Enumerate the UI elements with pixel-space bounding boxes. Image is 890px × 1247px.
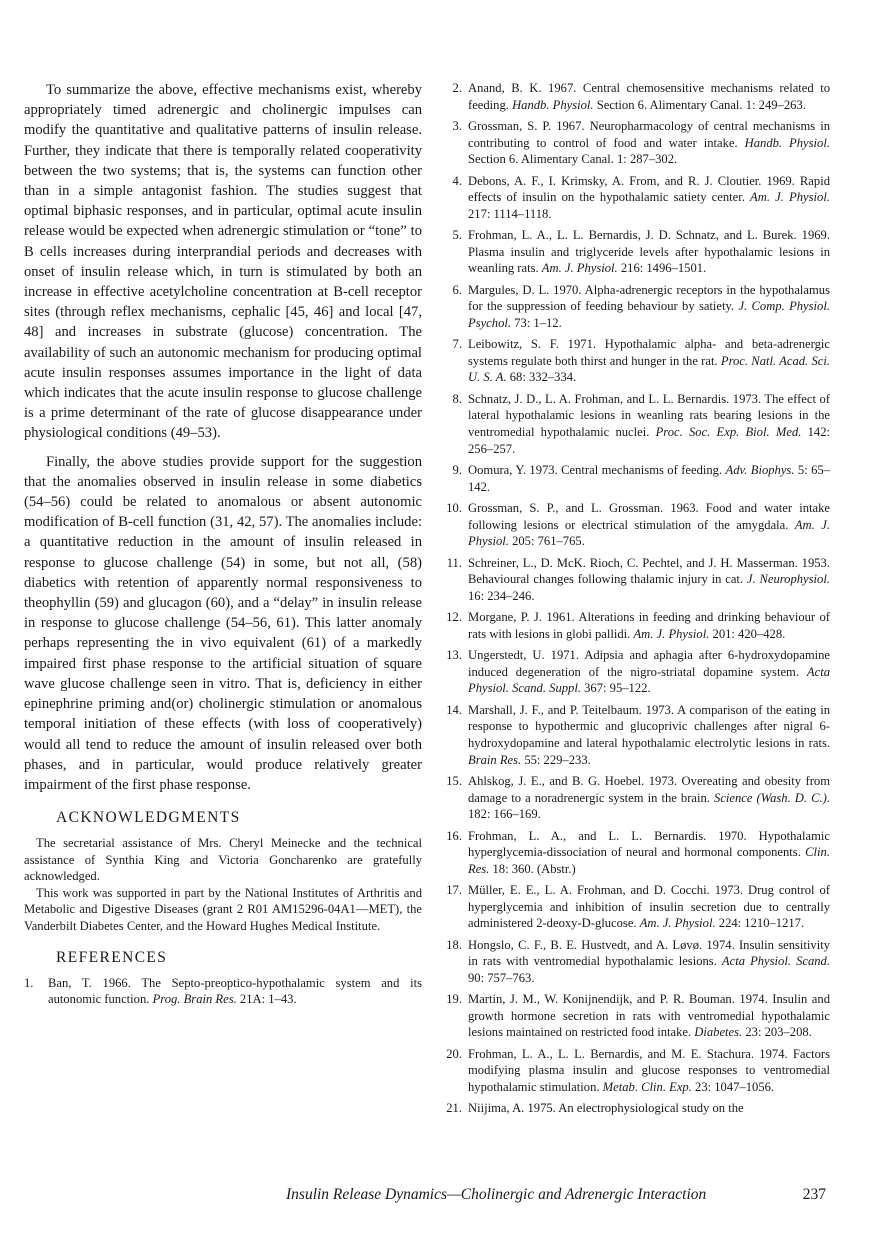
reference-citation: Niijima, A. 1975. An electrophysiological study on the [468, 1101, 744, 1116]
acknowledgments-heading: ACKNOWLEDGMENTS [56, 809, 241, 827]
reference-citation: Ban, T. 1966. The Septo-preoptico-hypothalamic system and its autonomic function. Prog. Brain Res. 21A: 1–43. [48, 975, 422, 1007]
reference-citation: Hongslo, C. F., B. E. Hustvedt, and A. Løvø. 1974. Insulin sensitivity in rats with ventromedial hypothalamic lesions. Acta Physiol. Scand. 90: 757–763. [468, 937, 830, 985]
reference-item [440, 118, 830, 168]
reference-item [440, 173, 830, 223]
reference-citation: Leibowitz, S. F. 1971. Hypothalamic alpha- and beta-adrenergic systems regulate both thirst and hunger in the rat. Proc. Natl. Acad. Sci. U. S. A. 68: 332–334. [468, 337, 831, 385]
reference-number: 10. [446, 501, 462, 516]
reference-citation: Grossman, S. P. 1967. Neuropharmacology of central mechanisms in contributing to control of food and water intake. Handb. Physiol. Section 6. Alimentary Canal. 1: 287–302. [468, 118, 830, 167]
reference-item [440, 1100, 830, 1117]
reference-number: 19. [446, 992, 462, 1007]
reference-number: 2. [452, 81, 462, 95]
reference-citation: Morgane, P. J. 1961. Alterations in feeding and drinking behaviour of rats with lesions in globi pallidi. Am. J. Physiol. 201: 420–428. [468, 610, 830, 641]
running-title: Insulin Release Dynamics—Cholinergic and Adrenergic Interaction [286, 1186, 707, 1203]
reference-citation: Ahlskog, J. E., and B. G. Hoebel. 1973. Overeating and obesity from damage to a noradrenergic system in the brain. Science (Wash. D. C.). 182: 166–169. [468, 773, 830, 822]
reference-item [24, 975, 422, 1008]
reference-citation: Müller, E. E., L. A. Frohman, and D. Cocchi. 1973. Drug control of hyperglycemia and inhibition of insulin secretion due to centrally administered 2-deoxy-D-glucose. Am. J. Physiol. 224: 1210–1217. [468, 883, 830, 931]
reference-item [440, 991, 830, 1041]
reference-number: 8. [452, 391, 462, 406]
reference-citation: Marshall, J. F., and P. Teitelbaum. 1973. A comparison of the eating in response to hypothermic and glucoprivic challenges after nigral 6-hydroxydopamine and lateral hypothalamic electrolytic lesions in rats. Brain Res. 55: 229–233. [468, 702, 830, 767]
reference-citation: Schreiner, L., D. McK. Rioch, C. Pechtel, and J. H. Masserman. 1953. Behavioural changes following thalamic injury in cat. J. Neurophysiol. 16: 234–246. [468, 555, 830, 603]
reference-item [440, 336, 830, 386]
reference-number: 12. [446, 610, 462, 625]
reference-number: 4. [452, 173, 462, 188]
reference-citation: Martin, J. M., W. Konijnendijk, and P. R. Bouman. 1974. Insulin and growth hormone secretion in rats with ventromedial hypothalamic lesions maintained on restricted food intake. Diabetes. 23: 203–208. [468, 992, 830, 1040]
reference-number: 14. [446, 702, 462, 717]
reference-number: 16. [446, 828, 462, 843]
reference-item [440, 500, 830, 550]
reference-citation: Oomura, Y. 1973. Central mechanisms of feeding. Adv. Biophys. 5: 65–142. [468, 463, 831, 494]
reference-citation: Debons, A. F., I. Krimsky, A. From, and R. J. Cloutier. 1969. Rapid effects of insulin on the hypothalamic satiety center. Am. J. Physiol. 217: 1114–1118. [468, 173, 830, 221]
reference-citation: Grossman, S. P., and L. Grossman. 1963. Food and water intake following lesions or electrical stimulation of the amygdala. Am. J. Physiol. 205: 761–765. [468, 501, 830, 549]
reference-number: 17. [446, 883, 462, 898]
reference-number: 3. [452, 118, 462, 133]
body-paragraph: To summarize the above, effective mechanisms exist, whereby appropriately timed adrenergic and cholinergic impulses can modify the quantitative and qualitative patterns of insulin release. Further, they indicate that there is temporally related cooperativity between the two systems; that is, the systems can function other than in a simple antagonist fashion. The studies suggest that optimal biphasic responses, and in particular, optimal acute insulin release would be expected when adrenergic stimulation or “tone” to B cells increases during interprandial periods and decreases with onset of insulin release which, in turn is stimulated by both an increase in effective acetylcholine concentration at B-cell receptor sites (through reflex mechanisms, cephalic [45, 46] and local [47, 48] and increases in substrate (glucose) concentration. The availability of such an autonomic mechanism for producing optimal acute insulin responses assumes importance in the light of data which indicates that the acute insulin response to glucose challenge is a prime determinant of the rate of glucose disappearance under physiological conditions (49–53). [24, 82, 422, 442]
references-heading: REFERENCES [56, 948, 168, 966]
reference-item [440, 773, 830, 823]
right-column [440, 80, 830, 1122]
reference-number: 15. [446, 773, 462, 788]
reference-number: 21. [446, 1101, 462, 1116]
acknowledgments-text: The secretarial assistance of Mrs. Cheryl Meinecke and the technical assistance of Synthia King and Victoria Goncharenko are gratefully acknowledged. [24, 836, 422, 884]
acknowledgments-text: This work was supported in part by the National Institutes of Arthritis and Metabolic and Digestive Diseases (grant 2 R01 AM15296-04A1—MET), the Vanderbilt Diabetes Center, and the Howard Hughes Medical Institute. [24, 885, 422, 934]
reference-citation: Ungerstedt, U. 1971. Adipsia and aphagia after 6-hydroxydopamine induced degeneration of the nigro-striatal dopamine system. Acta Physiol. Scand. Suppl. 367: 95–122. [468, 648, 830, 696]
reference-item [440, 555, 830, 605]
reference-number: 11. [446, 555, 462, 570]
reference-citation: Anand, B. K. 1967. Central chemosensitive mechanisms related to feeding. Handb. Physiol. Section 6. Alimentary Canal. 1: 249–263. [468, 81, 830, 112]
reference-item [440, 828, 830, 878]
reference-item [440, 1046, 830, 1096]
reference-item [440, 227, 830, 277]
reference-number: 6. [452, 282, 462, 297]
reference-item [440, 282, 830, 332]
reference-list [440, 80, 830, 1117]
page-footer [286, 1186, 826, 1204]
reference-citation: Frohman, L. A., L. L. Bernardis, and M. E. Stachura. 1974. Factors modifying plasma insulin and glucose responses to ventromedial hypothalamic stimulation. Metab. Clin. Exp. 23: 1047–1056. [468, 1046, 830, 1094]
reference-item [440, 702, 830, 768]
page-number: 237 [802, 1186, 826, 1203]
reference-item [440, 647, 830, 697]
reference-citation: Schnatz, J. D., L. A. Frohman, and L. L. Bernardis. 1973. The effect of lateral hypothalamic lesions in weanling rats bearing lesions in the ventromedial hypothalamic nuclei. Proc. Soc. Exp. Biol. Med. 142: 256–257. [468, 391, 830, 456]
reference-citation: Frohman, L. A., and L. L. Bernardis. 1970. Hypothalamic hyperglycemia-dissociation of neural and hormonal components. Clin. Res. 18: 360. (Abstr.) [468, 828, 830, 876]
reference-number: 18. [446, 937, 462, 952]
reference-citation: Frohman, L. A., L. L. Bernardis, J. D. Schnatz, and L. Burek. 1969. Plasma insulin and triglyceride levels after hypothalamic lesions in weanling rats. Am. J. Physiol. 216: 1496–1501. [468, 228, 830, 276]
reference-number: 7. [452, 337, 462, 352]
reference-citation: Margules, D. L. 1970. Alpha-adrenergic receptors in the hypothalamus for the suppression of feeding behaviour by satiety. J. Comp. Physiol. Psychol. 73: 1–12. [468, 282, 830, 330]
reference-item [440, 462, 830, 495]
reference-item [440, 937, 830, 987]
reference-item [440, 609, 830, 642]
reference-number: 1. [24, 975, 34, 990]
left-column [24, 80, 422, 1013]
reference-number: 5. [452, 228, 462, 243]
reference-number: 13. [446, 648, 462, 663]
reference-item [440, 391, 830, 457]
reference-item [440, 882, 830, 932]
reference-number: 9. [452, 463, 462, 478]
reference-item [440, 80, 830, 113]
reference-number: 20. [446, 1046, 462, 1061]
body-paragraph: Finally, the above studies provide support for the suggestion that the anomalies observed in insulin release in some diabetics (54–56) could be related to anomalous or absent autonomic modification of B-cell function (31, 42, 57). The anomalies include: a quantitative reduction in the amount of insulin released in response to glucose challenge (54) in some, but not all, (58) diabetics with retention of apparently normal responsiveness to theophyllin (59) and glucagon (60), and a “delay” in insulin release in response to glucose challenge (54–56, 61). This latter anomaly perhaps representing the in vivo equivalent (61) of a markedly impaired first phase response to the artificial situation of square wave glucose challenge seen in vitro. That is, deficiency in either epinephrine priming and(or) cholinergic stimulation or anomalous temporal initiation of these effects (with loss of cooperatively) would all tend to reduce the amount of insulin released over both phases, and in particular, would produce relatively greater impairment of the first phase response. [24, 453, 422, 793]
